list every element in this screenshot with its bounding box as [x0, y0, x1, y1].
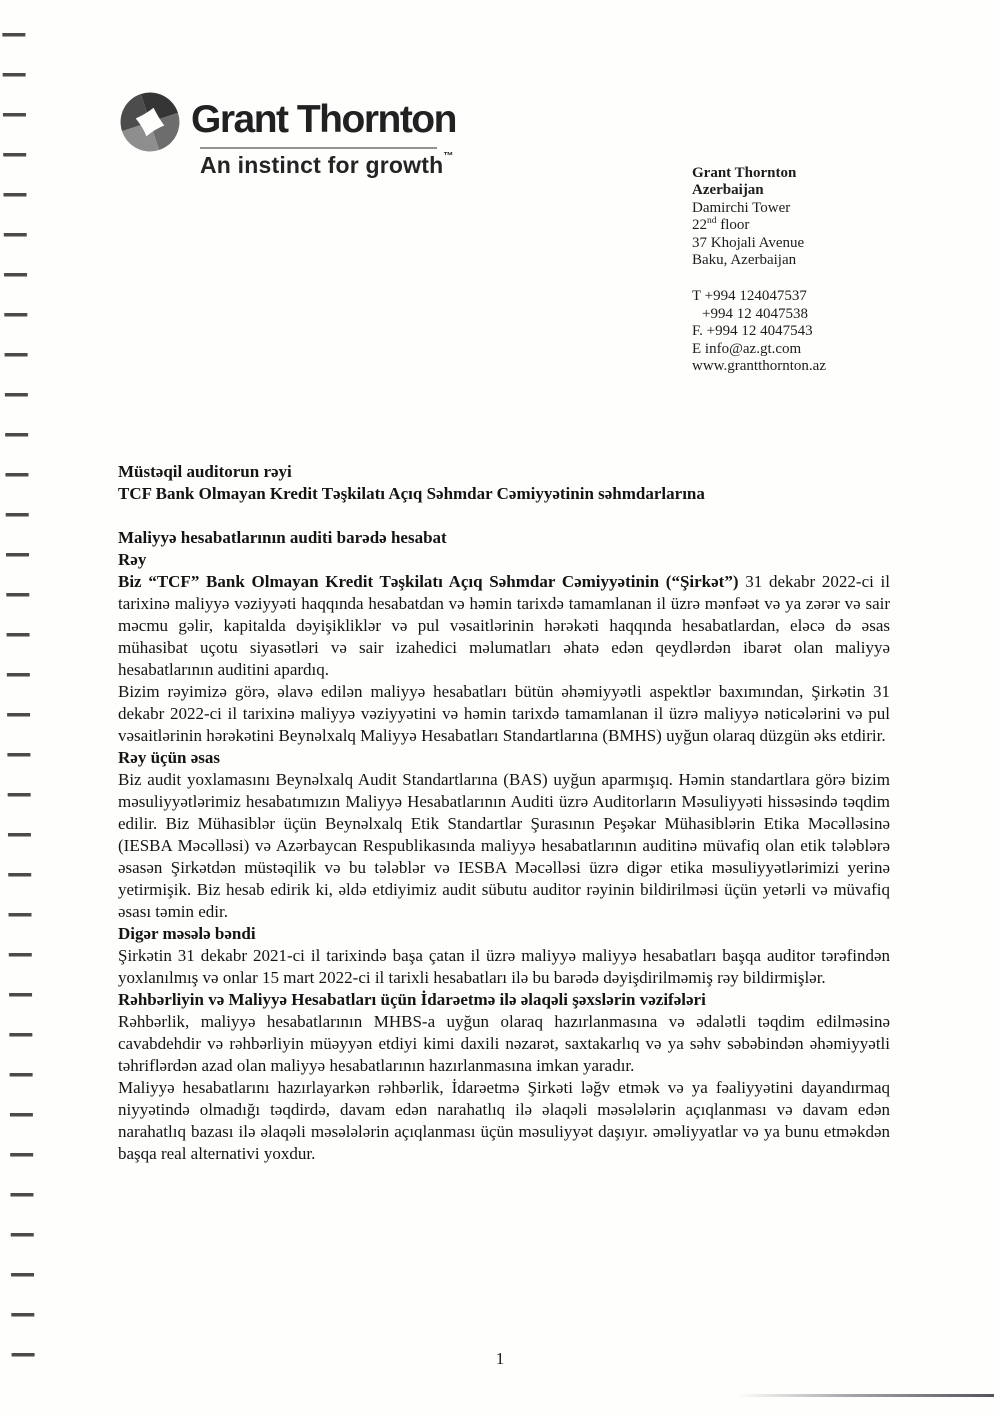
footer-scan-line: [738, 1394, 994, 1397]
letterhead-address: [692, 165, 826, 375]
page-number: 1: [495, 1349, 505, 1368]
opinion-paragraph-1-lead: Biz “TCF” Bank Olmayan Kredit Təşkilatı Açıq Səhmdar Cəmiyyətinin (“Şirkət”): [118, 572, 739, 591]
report-title-line2: TCF Bank Olmayan Kredit Təşkilatı Açıq Səhmdar Cəmiyyətinin səhmdarlarına: [118, 484, 705, 503]
address-floor: 22nd floor: [692, 216, 750, 234]
responsibility-paragraph-1: Rəhbərlik, maliyyə hesabatlarının MHBS-a uyğun olaraq hazırlanmasına və ədalətli təqdim edilməsinə cavabdehdir və rəhbərliyin müəyyən etdiyi kimi daxili nəzarət, saxtakarlıq və ya səhv səbəbindən əhəmiyyətli təhriflərdən azad olan maliyyə hesabatlarının hazırlanmasına imkan yaradır.: [118, 1012, 890, 1075]
logo-wordmark: Grant Thornton: [191, 98, 456, 141]
opinion-heading: Rəy: [118, 550, 147, 569]
opinion-paragraph-1-rest: 31 dekabr 2022-ci il tarixinə maliyyə vəziyyəti haqqında hesabatdan və həmin tarixdə tamamlanan il üzrə mənfəət və ya zərər və sair məcmu gəlir, kapitalda dəyişikliklər və pul vəsaitlərinin hərəkəti haqqında hesabatlardan, eləcə də əsas mühasibat uçotu siyasətləri və sair izahedici məlumatları əhatə edən qeydlərdən ibarət olan maliyyə hesabatlarının auditini apardıq.: [118, 572, 890, 679]
phone-1: T +994 124047537: [692, 288, 807, 305]
logo-tagline: An instinct for growth™: [200, 151, 454, 178]
address-building: Damirchi Tower: [692, 199, 791, 216]
phone-2: +994 12 4047538: [702, 305, 808, 322]
address-street: 37 Khojali Avenue: [692, 234, 805, 251]
grant-thornton-logo: [118, 90, 456, 178]
address-city: Baku, Azerbaijan: [692, 252, 797, 269]
gt-swirl-roundel-icon: [118, 90, 182, 154]
spiral-binding-marks: [2, 22, 34, 1374]
report-title-line1: Müstəqil auditorun rəyi: [118, 462, 292, 481]
basis-for-opinion-paragraph: Biz audit yoxlamasını Beynəlxalq Audit Standartlarına (BAS) uyğun aparmışıq. Həmin standartlara görə bizim məsuliyyətlərimiz hesabatımızın Maliyyə Hesabatlarının Auditi üzrə Auditorların Məsuliyyəti hissəsində təqdim edilir. Biz Mühasiblər üçün Beynəlxalq Etik Standartlar Şurasının Peşəkar Mühasiblərin Etika Məcəlləsinə (IESBA Məcəlləsi) və Azərbaycan Respublikasında maliyyə hesabatlarının auditinə müvafiq olan etik tələblərə əsasən Şirkətdən müstəqilik və bu tələblər və IESBA Məcəlləsi üzrə digər etika məsuliyyətlərimizi yerinə yetirmişik. Biz hesab edirik ki, əldə etdiyimiz audit sübutu auditor rəyinin bildirilməsi üçün yetərli və müvafiq əsası təmin edir.: [118, 770, 890, 921]
trademark-symbol: ™: [443, 151, 454, 162]
report-body: [118, 461, 890, 1165]
responsibility-heading: Rəhbərliyin və Maliyyə Hesabatları üçün İdarəetmə ilə əlaqəli şəxslərin vəzifələri: [118, 990, 706, 1009]
opinion-paragraph-2: Bizim rəyimizə görə, əlavə edilən maliyyə hesabatları bütün əhəmiyyətli aspektlər baxımından, Şirkətin 31 dekabr 2022-ci il tarixinə maliyyə vəziyyətini və həmin tarixdə tamamlanan il üzrə maliyyə nəticələrini və pul vəsaitlərinin hərəkətini Beynəlxalq Maliyyə Hesabatları Standartlarına (BMHS) uyğun olaraq düzgün əks etdirir.: [118, 682, 890, 745]
logo-divider-rule: [200, 147, 437, 149]
responsibility-paragraph-2: Maliyyə hesabatlarını hazırlayarkən rəhbərlik, İdarəetmə Şirkəti ləğv etmək və ya fəaliyyətini dayandırmaq niyyətində olmadığı təqdirdə, davam edən narahatlıq ilə əlaqəli məsələlərin açıqlanması və davam edən narahatlıq bazası ilə əlaqəli məsələlərin açıqlanması üçün məsuliyyət daşıyır. əməliyyatlar və ya bunu etməkdən başqa real alternativi yoxdur.: [118, 1078, 890, 1163]
firm-name-line2: Azerbaijan: [692, 182, 764, 199]
other-matter-paragraph: Şirkətin 31 dekabr 2021-ci il tarixində başa çatan il üzrə maliyyə maliyyə hesabatları başqa auditor tərəfindən yoxlanılmış və onlar 15 mart 2022-ci il tarixli hesabatları ilə bu barədə dəyişdirilməmiş rəy bildirmişlər.: [118, 946, 890, 987]
other-matter-heading: Digər məsələ bəndi: [118, 924, 256, 943]
fax: F. +994 12 4047543: [692, 323, 813, 340]
website: www.grantthornton.az: [692, 358, 826, 375]
report-title: [118, 461, 890, 505]
basis-for-opinion-heading: Rəy üçün əsas: [118, 748, 221, 767]
firm-name-line1: Grant Thornton: [692, 165, 797, 181]
opinion-paragraph-1: [118, 571, 890, 681]
section-heading: Maliyyə hesabatlarının auditi barədə hesabat: [118, 528, 447, 547]
email: E info@az.gt.com: [692, 340, 802, 357]
